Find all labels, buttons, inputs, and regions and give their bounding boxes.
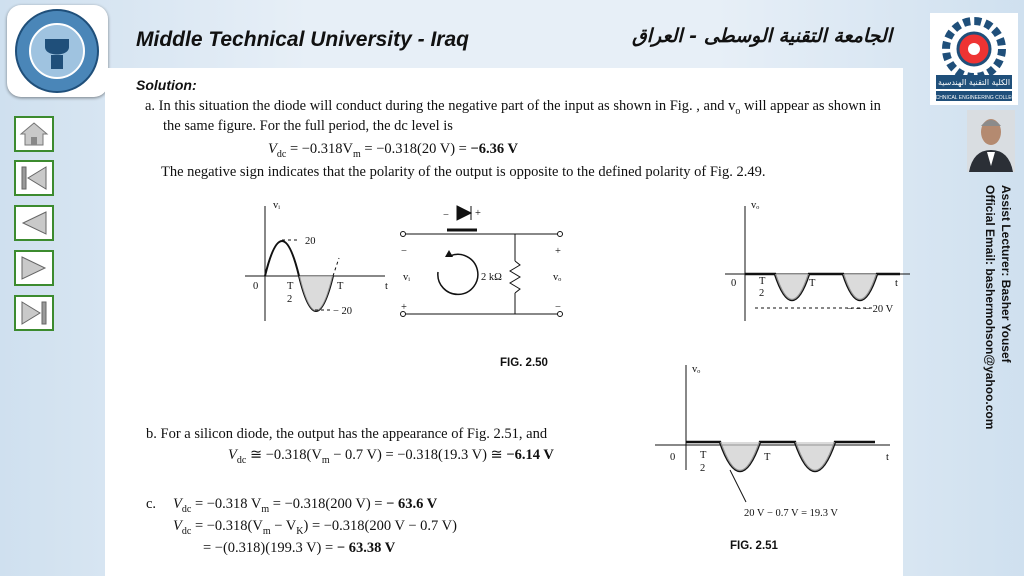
circuit-vi: vᵢ xyxy=(403,272,410,283)
university-logo xyxy=(7,5,108,97)
vi-t-half-num: T xyxy=(287,281,294,292)
fig251-t-half-den: 2 xyxy=(700,463,706,474)
fig251-vo-label: vₒ xyxy=(692,364,701,375)
vi-t: t xyxy=(385,281,388,292)
page-title-en: Middle Technical University - Iraq xyxy=(136,28,469,51)
equation-c1: $V_{dc} = -0.318$ $V_m = -0.318(200$ V) = − 63.6 V xyxy=(173,496,438,515)
slide-content xyxy=(105,68,903,576)
vi-plot xyxy=(245,200,388,321)
figure-2-51 xyxy=(650,360,900,530)
first-slide-button[interactable] xyxy=(14,160,54,196)
circuit-vo: vₒ xyxy=(553,272,562,283)
arrow-right-icon xyxy=(19,255,49,281)
part-b-text: b. For a silicon diode, the output has the appearance of Fig. 2.51, and xyxy=(146,426,548,442)
previous-slide-button[interactable] xyxy=(14,205,54,241)
page-title-ar: الجامعة التقنية الوسطى - العراق xyxy=(631,25,892,47)
part-c-label: c. xyxy=(146,496,157,512)
college-logo-caption-en: TECHNICAL ENGINEERING COLLEGE xyxy=(930,95,1018,101)
vi-t-half-den: 2 xyxy=(287,294,293,305)
skip-back-icon xyxy=(19,165,49,191)
vi-pos-20: 20 xyxy=(305,236,316,247)
output-minus: − xyxy=(555,302,561,313)
lecturer-email: Official Email: bashermohson@yahoo.com xyxy=(983,185,997,430)
skip-forward-icon xyxy=(19,300,49,326)
fig251-t: t xyxy=(886,452,889,463)
equation-c2: $V_{dc} = -0.318(V_m - V_K) = -0.318(200$ V − 0.7 V) xyxy=(173,518,457,537)
part-a-text-2: the same figure. For the full period, the dc level is xyxy=(163,118,453,134)
fig251-t-half-num: T xyxy=(700,450,707,461)
part-a-text-3: The negative sign indicates that the polarity of the output is opposite to the defined polarity of Fig. 2.49. xyxy=(161,164,766,180)
vo-t: t xyxy=(895,278,898,289)
vo-zero: 0 xyxy=(731,278,737,289)
equation-b: $V_{dc}$ ≅ $-0.318(V_m - 0.7$ V) = −0.318(19.3 V) ≅ −6.14 V xyxy=(228,447,554,466)
vi-T: T xyxy=(337,281,344,292)
circuit-diagram xyxy=(401,206,563,317)
college-logo-caption-ar: الكلية التقنية الهندسية xyxy=(937,78,1011,87)
input-minus: − xyxy=(401,246,407,257)
vo-t-half-den: 2 xyxy=(759,288,765,299)
equation-a: $V_{dc} = -0.318V_m = -0.318(20$ V) = −6.36 V xyxy=(268,141,518,160)
vo-neg-20v: − − − 20 V xyxy=(847,304,894,315)
vo-t-half-num: T xyxy=(759,276,766,287)
home-button[interactable] xyxy=(14,116,54,152)
resistor-label: 2 kΩ xyxy=(481,272,502,283)
equation-c3: = −(0.318)(199.3 V) = − 63.38 V xyxy=(203,540,396,556)
fig251-annotation: 20 V − 0.7 V = 19.3 V xyxy=(744,508,839,519)
home-icon xyxy=(19,121,49,147)
vo-label: vₒ xyxy=(751,200,760,211)
vo-plot xyxy=(725,200,910,321)
last-slide-button[interactable] xyxy=(14,295,54,331)
lecturer-info xyxy=(975,185,1015,485)
vi-label: vᵢ xyxy=(273,200,280,211)
fig251-zero: 0 xyxy=(670,452,676,463)
next-slide-button[interactable] xyxy=(14,250,54,286)
fig-2-50-caption: FIG. 2.50 xyxy=(500,357,548,369)
lecturer-name: Assist Lecturer: Basher Yousef xyxy=(999,185,1013,363)
vi-zero: 0 xyxy=(253,281,259,292)
college-logo xyxy=(930,13,1018,105)
arrow-left-icon xyxy=(19,210,49,236)
fig251-T: T xyxy=(764,452,771,463)
lecturer-photo xyxy=(967,110,1015,172)
fig-2-51-caption: FIG. 2.51 xyxy=(730,540,778,552)
diode-minus: − xyxy=(443,210,449,221)
vo-T: T xyxy=(809,278,816,289)
diode-plus: + xyxy=(475,208,481,219)
input-plus: + xyxy=(401,302,407,313)
part-a-text: a. In this situation the diode will conduct during the negative part of the input as shown in Fig. , and $v_o$ will appear as shown in xyxy=(145,98,881,117)
vi-neg-20: − 20 xyxy=(333,306,353,317)
output-plus: + xyxy=(555,246,561,257)
solution-heading: Solution: xyxy=(136,77,197,93)
